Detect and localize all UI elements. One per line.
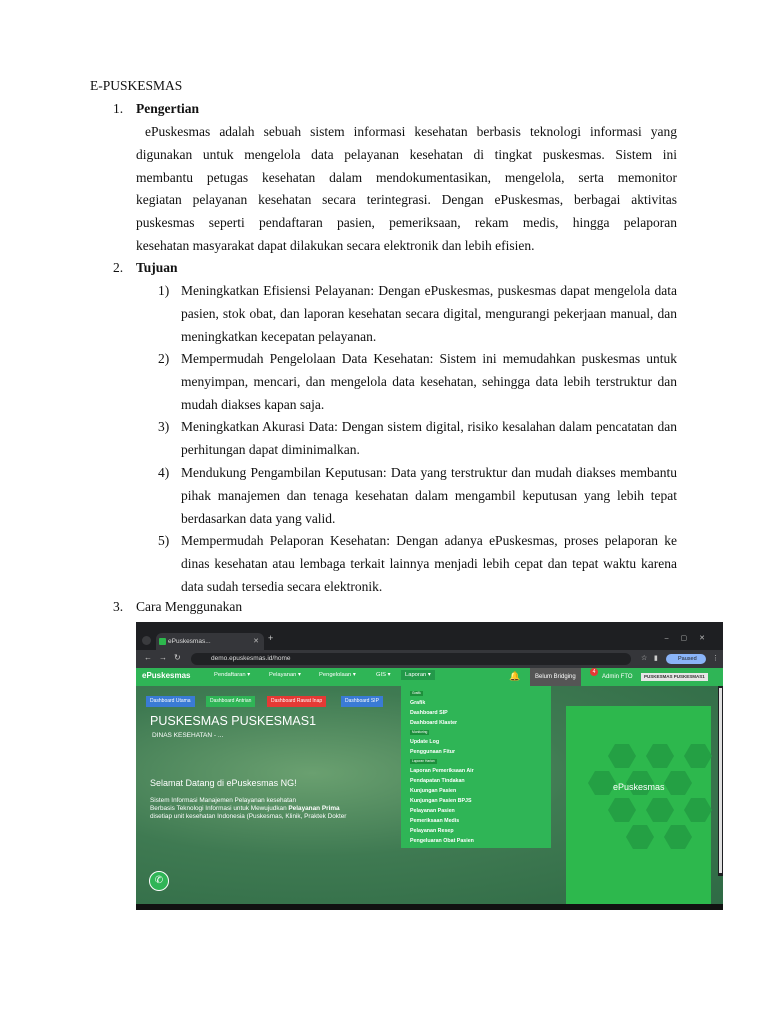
hexagon-decor — [626, 825, 654, 849]
dropdown-item[interactable]: Dashboard SIP — [410, 710, 448, 716]
laporan-dropdown — [401, 686, 551, 848]
description-line: Sistem Informasi Manajemen Pelayanan kesehatan — [150, 797, 296, 804]
definition-line: kesehatan masyarakat dapat dilakukan secara elektronik dan lebih efisien. — [136, 237, 535, 253]
hexagon-decor — [608, 744, 636, 768]
dashboard-utama-button[interactable]: Dashboard Utama — [146, 696, 195, 707]
goal-number: 1) — [158, 283, 170, 298]
browser-tab-bar — [136, 630, 723, 650]
goal-item — [136, 280, 677, 348]
definition-line: digunakan untuk mengelola data pelayanan kesehatan di tingkat puskesmas. Sistem ini — [136, 146, 677, 162]
dropdown-item[interactable]: Penggunaan Fitur — [410, 749, 456, 755]
notification-badge: 4 — [590, 668, 598, 676]
definition-line: membantu petugas kesehatan dalam mendokumentasikan, mengelola, serta memonitor — [136, 169, 677, 185]
goal-number: 3) — [158, 419, 170, 434]
tab-title: ePuskesmas... — [168, 638, 211, 645]
section-2-number: 2. — [113, 260, 124, 275]
bookmark-icon[interactable]: ☆ — [641, 655, 648, 662]
brand-logo[interactable]: ePuskesmas — [142, 671, 191, 680]
goal-number: 4) — [158, 465, 170, 480]
hexagon-decor — [588, 771, 616, 795]
dropdown-item[interactable]: Dashboard Klaster — [410, 720, 458, 726]
description-line: Berbasis Teknologi Informasi untuk Mewujudkan Pelayanan Prima — [150, 805, 340, 812]
goal-text: Meningkatkan Akurasi Data: Dengan sistem digital, risiko kesalahan dalam pencatatan dan perhitungan dapat diminimalkan. — [181, 419, 677, 457]
dropdown-item[interactable]: Kunjungan Pasien BPJS — [410, 798, 472, 804]
admin-user-label[interactable]: Admin FTO — [602, 674, 633, 680]
hexagon-decor — [608, 798, 636, 822]
goal-number: 2) — [158, 351, 170, 366]
hexagon-decor — [646, 744, 674, 768]
goal-text: Mempermudah Pelaporan Kesehatan: Dengan adanya ePuskesmas, proses pelaporan ke dinas kesehatan atau lembaga terkait lainnya menjadi lebih cepat dan tepat waktu karena data sudah tersedia secara elektronik. — [181, 533, 677, 594]
dropdown-group-chip: Monitoring — [412, 730, 428, 734]
dropdown-item[interactable]: Laporan Pemeriksaan Air — [410, 768, 474, 774]
page-scrollbar[interactable] — [718, 686, 723, 876]
profile-paused-button[interactable]: Paused — [666, 654, 706, 664]
definition-line: ePuskesmas adalah sebuah sistem informasi kesehatan berbasis teknologi informasi yang — [136, 124, 677, 139]
app-navbar — [136, 668, 723, 686]
hexagon-decor — [684, 744, 712, 768]
dropdown-item[interactable]: Pelayanan Pasien — [410, 808, 455, 814]
section-3-heading: Cara Menggunakan — [136, 599, 243, 614]
hexagon-decor — [664, 771, 692, 795]
menu-pengelolaan[interactable]: Pengelolaan ▾ — [319, 672, 356, 678]
dashboard-rawat-inap-button[interactable]: Dashboard Rawat Inap — [267, 696, 326, 707]
dashboard-sip-button[interactable]: Dashboard SIP — [341, 696, 383, 707]
close-tab-icon[interactable]: ✕ — [253, 638, 259, 645]
hexagon-decor — [684, 798, 712, 822]
section-1-number: 1. — [113, 101, 124, 116]
dashboard-antrian-button[interactable]: Dashboard Antrian — [206, 696, 255, 707]
bridging-status-button[interactable]: Belum Bridging — [530, 668, 581, 686]
dropdown-item[interactable]: Pelayanan Resep — [410, 828, 454, 834]
section-2-heading: Tujuan — [136, 260, 178, 275]
hero-right-panel — [566, 706, 711, 904]
tab-search-icon[interactable] — [142, 636, 151, 645]
goal-item — [136, 348, 677, 416]
menu-gis[interactable]: GIS ▾ — [376, 672, 391, 678]
section-3-number: 3. — [113, 599, 124, 614]
goal-item — [136, 462, 677, 530]
back-icon[interactable]: ← — [144, 653, 152, 662]
more-icon[interactable]: ⋮ — [712, 655, 719, 662]
dropdown-group-chip: Grafik — [412, 691, 421, 695]
welcome-text: Selamat Datang di ePuskesmas NG! — [150, 778, 297, 788]
definition-line: kegiatan pelayanan kesehatan secara terintegrasi. Dengan ePuskesmas, berbagai aktivitas — [136, 192, 677, 208]
section-1-heading: Pengertian — [136, 101, 199, 116]
dinas-subtitle: DINAS KESEHATAN - ... — [152, 732, 224, 739]
hexagon-decor — [664, 825, 692, 849]
description-line: disetiap unit kesehatan Indonesia (Puskesmas, Klinik, Praktek Dokter — [150, 813, 347, 820]
scrollbar-thumb[interactable] — [719, 688, 722, 873]
menu-pelayanan[interactable]: Pelayanan ▾ — [269, 672, 301, 678]
puskesmas-chip[interactable]: PUSKESMAS PUSKESMAS1 — [641, 673, 708, 681]
bell-icon[interactable]: 🔔 — [509, 671, 521, 681]
sidepanel-icon[interactable]: ▮ — [654, 655, 658, 662]
dropdown-item[interactable]: Update Log — [410, 739, 440, 745]
menu-laporan[interactable]: Laporan ▾ — [401, 670, 435, 680]
dropdown-item[interactable]: Kunjungan Pasien — [410, 788, 457, 794]
dropdown-group-chip: Laporan Harian — [412, 759, 435, 763]
goal-item — [136, 530, 677, 598]
new-tab-icon[interactable]: + — [268, 633, 274, 643]
hexagon-decor — [646, 798, 674, 822]
whatsapp-icon[interactable]: ✆ — [149, 871, 169, 891]
reload-icon[interactable]: ↻ — [174, 653, 181, 662]
dropdown-item[interactable]: Pemeriksaan Medis — [410, 818, 460, 824]
dropdown-item[interactable]: Grafik — [410, 700, 426, 706]
menu-pendaftaran[interactable]: Pendaftaran ▾ — [214, 672, 251, 678]
bottom-border — [136, 904, 723, 910]
puskesmas-title: PUSKESMAS PUSKESMAS1 — [150, 714, 317, 728]
goal-text: Mendukung Pengambilan Keputusan: Data yang terstruktur dan mudah diakses membantu pihak manajemen dan tenaga kesehatan dalam mengambil keputusan yang lebih tepat berdasarkan data yang valid. — [181, 465, 677, 526]
goal-item — [136, 416, 677, 462]
dropdown-item[interactable]: Pendapatan Tindakan — [410, 778, 465, 784]
browser-tab[interactable] — [156, 633, 264, 650]
forward-icon[interactable]: → — [159, 653, 167, 662]
epuskesmas-logo: ePuskesmas — [613, 782, 665, 792]
epuskesmas-screenshot — [136, 622, 723, 910]
definition-paragraph — [136, 121, 677, 258]
window-controls[interactable]: –▢✕ — [664, 635, 717, 642]
address-bar-row — [136, 650, 723, 668]
favicon-icon — [159, 638, 166, 645]
goal-text: Meningkatkan Efisiensi Pelayanan: Dengan ePuskesmas, puskesmas dapat mengelola data pasien, stok obat, dan laporan kesehatan secara digital, mengurangi pekerjaan manual, dan meningkatkan kecepatan pelayanan. — [181, 283, 677, 344]
document-title: E-PUSKESMAS — [90, 78, 183, 93]
goal-number: 5) — [158, 533, 170, 548]
dropdown-item[interactable]: Pengeluaran Obat Pasien — [410, 838, 474, 844]
definition-line: puskesmas seperti pendaftaran pasien, pemeriksaan, rekam medis, hingga pelaporan — [136, 215, 677, 231]
goal-text: Mempermudah Pengelolaan Data Kesehatan: Sistem ini memudahkan puskesmas untuk menyimpan, mencari, dan mengelola data kesehatan, sehingga data lebih terstruktur dan mudah diakses kapan saja. — [181, 351, 677, 412]
url-input[interactable]: demo.epuskesmas.id/home — [191, 653, 631, 665]
